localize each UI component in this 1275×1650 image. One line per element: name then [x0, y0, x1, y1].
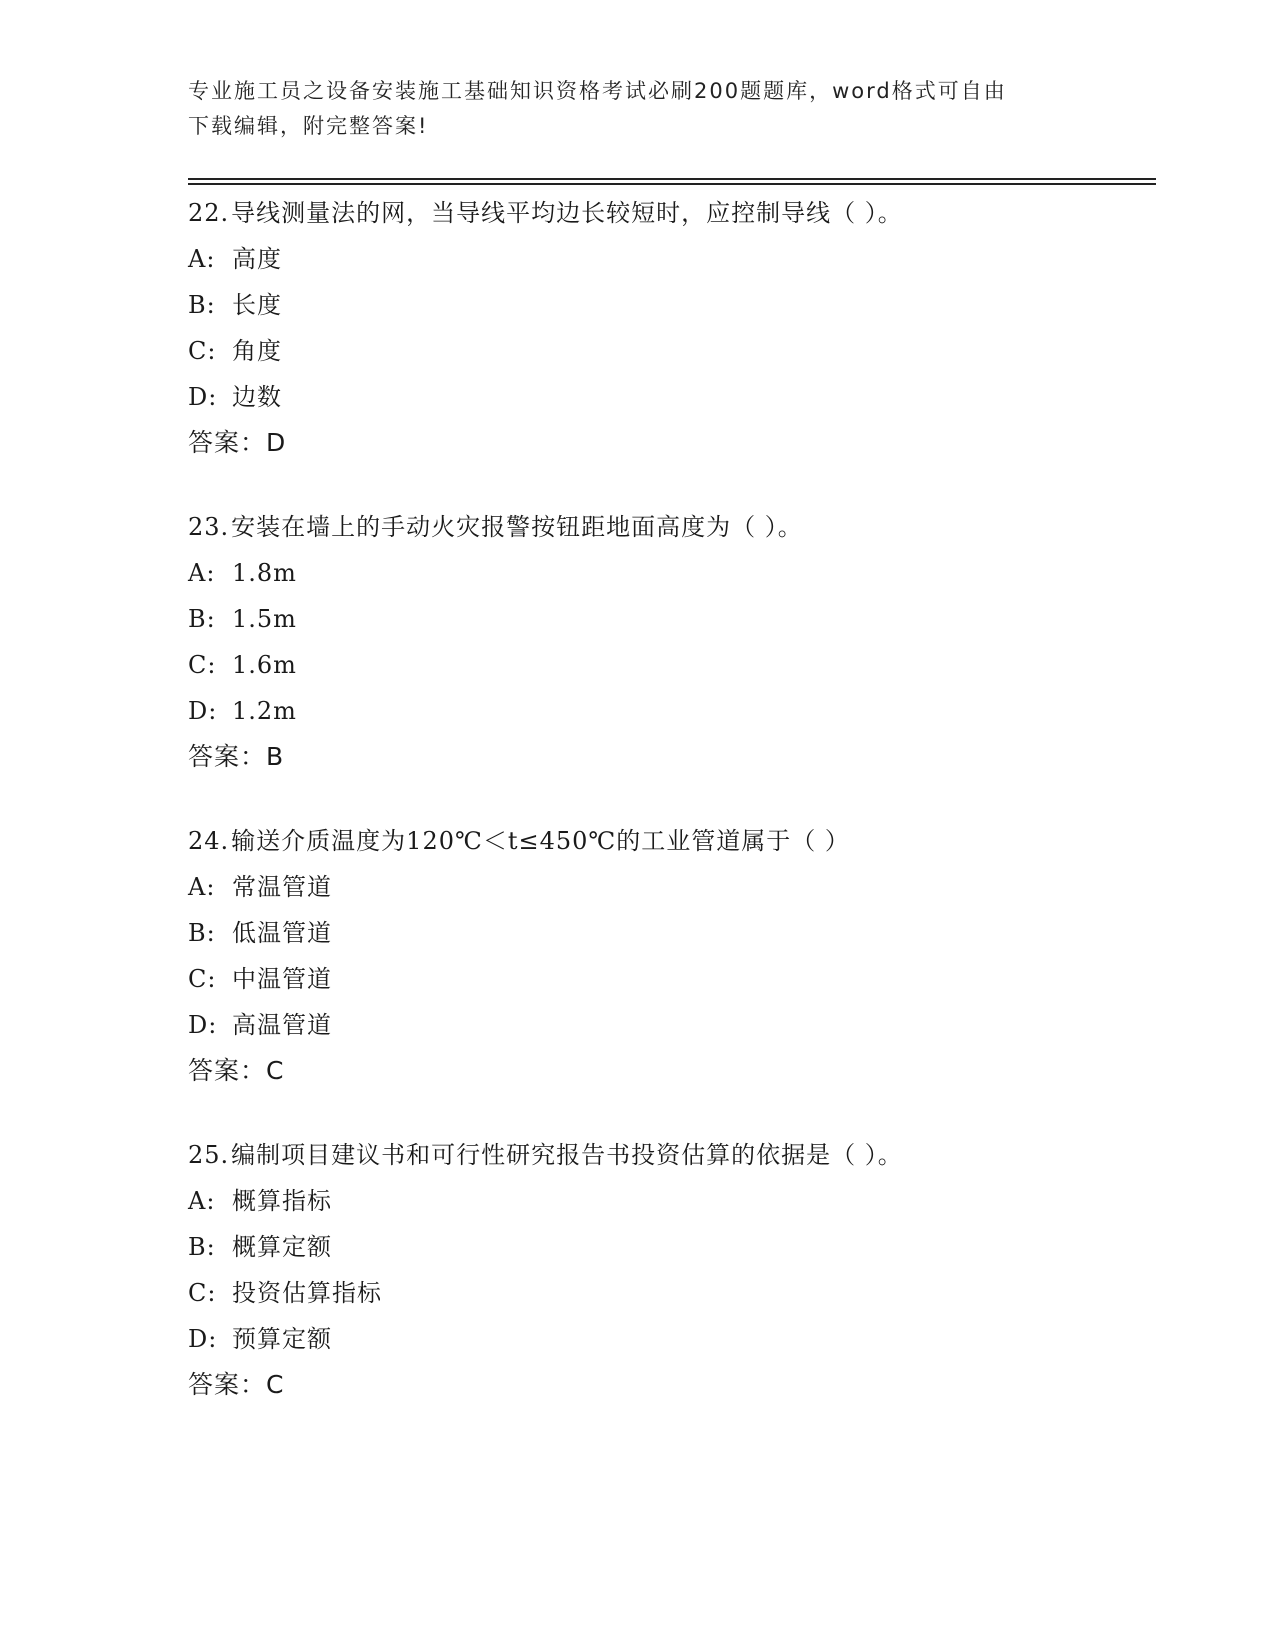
option-d: [188, 1316, 1156, 1362]
option-a: [188, 550, 1156, 596]
answer-line: 答案：C: [188, 1056, 285, 1085]
option-label: D:: [188, 697, 218, 725]
rule-line-bottom: [188, 183, 1156, 185]
option-c: [188, 1270, 1156, 1316]
option-text: 长度: [232, 291, 282, 319]
option-label: D:: [188, 1011, 218, 1039]
option-text: 1.2m: [232, 697, 297, 725]
option-label: C:: [188, 1279, 217, 1307]
option-d: [188, 688, 1156, 734]
question-number: 25.: [188, 1141, 230, 1169]
option-label: D:: [188, 1325, 218, 1353]
option-text: 概算指标: [232, 1187, 332, 1215]
option-label: D:: [188, 383, 218, 411]
question-number: 22.: [188, 199, 230, 227]
option-label: B:: [188, 919, 216, 947]
option-text: 1.8m: [232, 559, 297, 587]
option-text: 低温管道: [232, 919, 332, 947]
option-text: 常温管道: [232, 873, 332, 901]
option-d: [188, 374, 1156, 420]
question-title: [188, 504, 1156, 550]
question-text: 输送介质温度为120℃＜t≤450℃的工业管道属于（ ）: [231, 827, 850, 855]
option-label: C:: [188, 965, 217, 993]
rule-line-top: [188, 178, 1156, 180]
answer-line: 答案：B: [188, 742, 285, 771]
question-number: 24.: [188, 827, 230, 855]
option-b: [188, 282, 1156, 328]
option-label: B:: [188, 1233, 216, 1261]
option-label: A:: [188, 1187, 216, 1215]
answer-line: 答案：D: [188, 428, 287, 457]
question-text: 安装在墙上的手动火灾报警按钮距地面高度为（ ）。: [231, 513, 803, 541]
option-c: [188, 642, 1156, 688]
option-b: [188, 1224, 1156, 1270]
option-label: A:: [188, 873, 216, 901]
question-title: [188, 1132, 1156, 1178]
option-text: 概算定额: [232, 1233, 332, 1261]
question-item: [188, 190, 1156, 466]
option-b: [188, 596, 1156, 642]
option-label: C:: [188, 651, 217, 679]
question-list: [188, 190, 1156, 1446]
question-title: [188, 818, 1156, 864]
document-header: [188, 74, 1088, 144]
question-text: 编制项目建议书和可行性研究报告书投资估算的依据是（ ）。: [231, 1141, 903, 1169]
question-item: [188, 504, 1156, 780]
option-a: [188, 864, 1156, 910]
option-text: 高温管道: [232, 1011, 332, 1039]
question-text: 导线测量法的网，当导线平均边长较短时，应控制导线（ ）。: [231, 199, 903, 227]
option-label: C:: [188, 337, 217, 365]
option-text: 预算定额: [232, 1325, 332, 1353]
option-text: 边数: [232, 383, 282, 411]
question-item: [188, 1132, 1156, 1408]
option-b: [188, 910, 1156, 956]
option-text: 投资估算指标: [232, 1279, 382, 1307]
answer-line: 答案：C: [188, 1370, 285, 1399]
option-label: A:: [188, 559, 216, 587]
question-item: [188, 818, 1156, 1094]
option-a: [188, 1178, 1156, 1224]
option-a: [188, 236, 1156, 282]
header-line-1: 专业施工员之设备安装施工基础知识资格考试必刷200题题库，word格式可自由: [188, 79, 1007, 103]
option-label: B:: [188, 291, 216, 319]
question-number: 23.: [188, 513, 230, 541]
option-label: A:: [188, 245, 216, 273]
header-double-rule: [188, 178, 1156, 188]
question-title: [188, 190, 1156, 236]
option-text: 中温管道: [232, 965, 332, 993]
option-text: 角度: [232, 337, 282, 365]
option-text: 高度: [232, 245, 282, 273]
option-c: [188, 956, 1156, 1002]
option-text: 1.5m: [232, 605, 297, 633]
option-text: 1.6m: [232, 651, 297, 679]
option-label: B:: [188, 605, 216, 633]
header-line-2: 下载编辑，附完整答案!: [188, 114, 429, 138]
option-d: [188, 1002, 1156, 1048]
option-c: [188, 328, 1156, 374]
